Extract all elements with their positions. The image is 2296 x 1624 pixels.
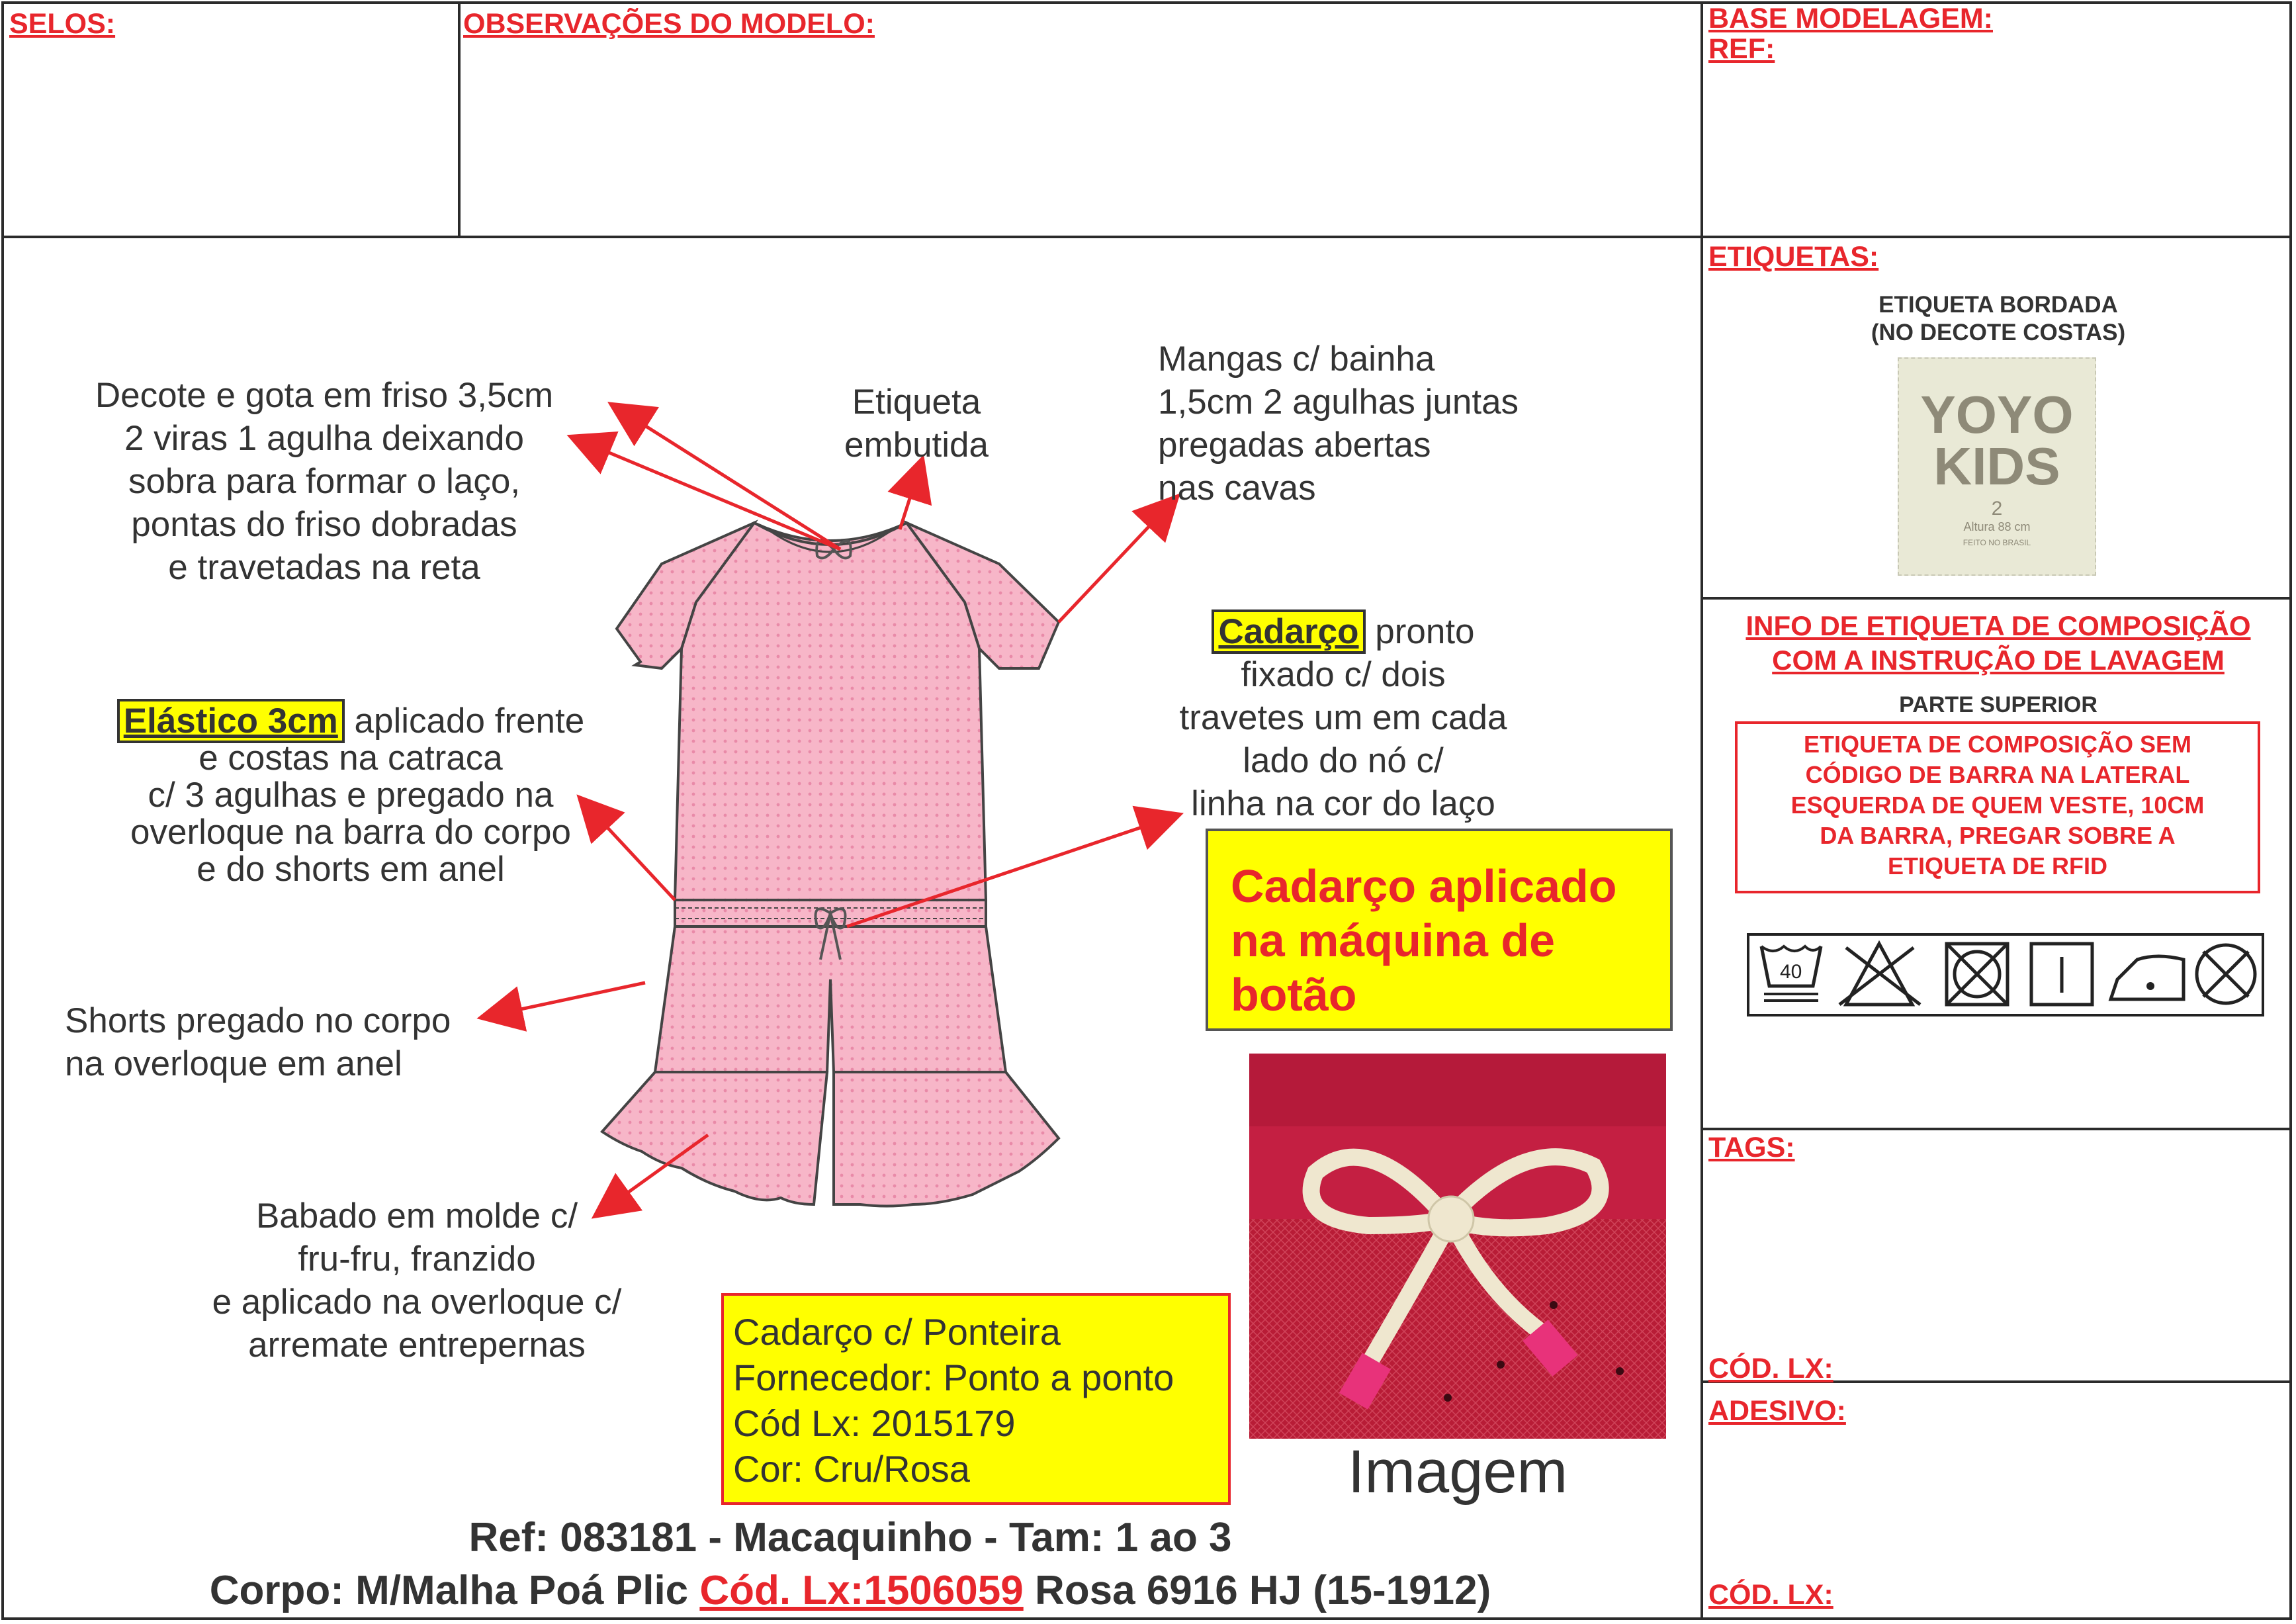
callout-supplier: Cadarço c/ Ponteira Fornecedor: Ponto a ponto Cód Lx: 2015179 Cor: Cru/Rosa: [721, 1293, 1231, 1505]
annotation-mangas: Mangas c/ bainha 1,5cm 2 agulhas juntas pregadas abertas nas cavas: [1158, 339, 1519, 508]
arrow-mangas: [1059, 503, 1171, 622]
etiquetas-divider: [1700, 597, 2292, 600]
footer: [0, 1511, 1700, 1617]
annotation-cadarco: Cadarço pronto fixado c/ dois travetes um em cada lado do nó c/ linha na cor do laço: [1131, 610, 1555, 825]
tags-header: TAGS:: [1708, 1132, 1795, 1163]
tags-cod-lx: CÓD. LX:: [1708, 1353, 1833, 1384]
image-caption: Imagem: [1347, 1438, 1568, 1506]
embroidered-label: YOYO KIDS 2 Altura 88 cm FEITO NO BRASIL: [1898, 357, 2096, 576]
annotation-elastico: Elástico 3cm aplicado frente e costas na catraca c/ 3 agulhas e pregado na overloque na barra do corpo e do shorts em anel: [86, 703, 615, 888]
adesivo-cod-lx: CÓD. LX:: [1708, 1579, 1833, 1611]
adesivo-header: ADESIVO:: [1708, 1395, 1846, 1427]
no-tumble-dry-icon: [1947, 944, 2008, 1005]
right-panel-divider: [1700, 1, 1703, 1620]
etiquetas-header: ETIQUETAS:: [1708, 241, 1879, 273]
observacoes-header: OBSERVAÇÕES DO MODELO:: [463, 8, 875, 40]
base-modelagem-header: BASE MODELAGEM:: [1708, 3, 1993, 34]
iron-low-icon: [2111, 956, 2184, 999]
care-symbols: [1747, 933, 2264, 1016]
embroidered-label-title: ETIQUETA BORDADA (NO DECOTE COSTAS): [1871, 292, 2126, 345]
arrow-decote-2: [579, 440, 840, 549]
arrow-cadarco: [847, 817, 1171, 926]
composition-instruction-box: ETIQUETA DE COMPOSIÇÃO SEM CÓDIGO DE BARRA NA LATERAL ESQUERDA DE QUEM VESTE, 10CM DA BARRA, PREGAR SOBRE A ETIQUETA DE RFID: [1735, 721, 2260, 893]
wash-40-icon: [1761, 946, 1821, 1001]
annotation-babado: Babado em molde c/ fru-fru, franzido e aplicado na overloque c/ arremate entrepernas: [212, 1196, 622, 1365]
annotation-shorts: Shorts pregado no corpo na overloque em anel: [65, 1001, 451, 1083]
callout-machine: Cadarço aplicado na máquina de botão: [1206, 829, 1673, 1031]
arrow-etiqueta: [900, 467, 920, 529]
no-dry-clean-icon: [2197, 945, 2255, 1003]
line-dry-icon: [2031, 944, 2092, 1005]
annotation-decote: Decote e gota em friso 3,5cm 2 viras 1 agulha deixando sobra para formar o laço, pontas do friso dobradas e travetadas na reta: [95, 376, 554, 587]
footer-corpo-line: Corpo: M/Malha Poá Plic Cód. Lx:1506059 Rosa 6916 HJ (15-1912): [209, 1568, 1491, 1613]
parte-superior-label: PARTE SUPERIOR: [1899, 692, 2097, 717]
footer-ref-line: Ref: 083181 - Macaquinho - Tam: 1 ao 3: [468, 1515, 1232, 1560]
no-bleach-icon: [1839, 944, 1920, 1005]
svg-text:40: 40: [1780, 961, 1802, 983]
composition-divider: [1700, 1128, 2292, 1130]
cadarco-highlight: Cadarço: [1212, 609, 1365, 654]
footer-cod-lx-link[interactable]: Cód. Lx:1506059: [699, 1568, 1024, 1613]
composition-info-title: INFO DE ETIQUETA DE COMPOSIÇÃO COM A INSTRUÇÃO DE LAVAGEM: [1745, 610, 2251, 676]
drawstring-photo: [1249, 1054, 1666, 1439]
ref-header: REF:: [1708, 33, 1775, 65]
annotation-etiqueta: Etiqueta embutida: [844, 383, 989, 465]
elastico-highlight: Elástico 3cm: [117, 699, 345, 743]
selos-header: SELOS:: [9, 8, 116, 40]
